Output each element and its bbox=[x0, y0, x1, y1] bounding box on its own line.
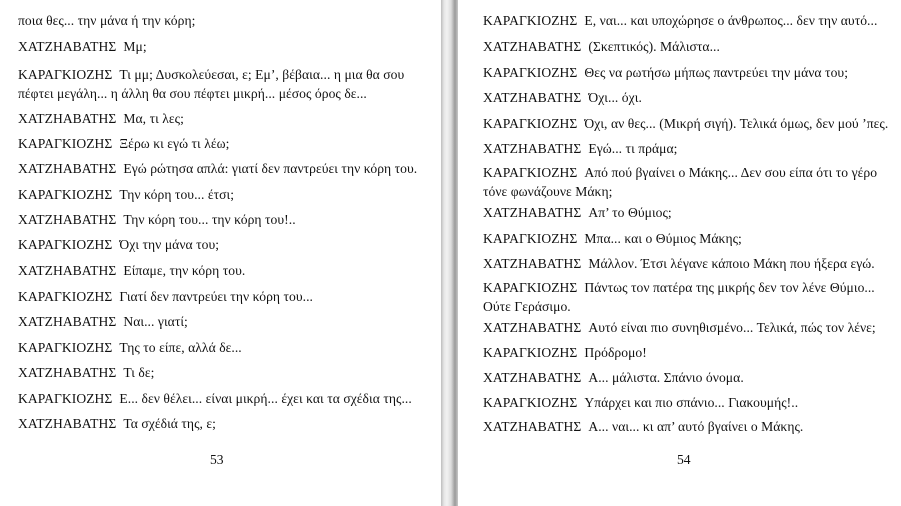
dialogue-line bbox=[483, 394, 798, 411]
dialogue-text: Τα σχέδιά της, ε; bbox=[123, 416, 216, 431]
dialogue-line bbox=[483, 12, 877, 29]
speaker-name: ΚΑΡΑΓΚΙΟΖΗΣ bbox=[18, 67, 113, 82]
dialogue-text: Πάντως τον πατέρα της μικρής δεν τον λένε Θύμιο... bbox=[584, 280, 875, 295]
dialogue-line bbox=[483, 255, 875, 272]
dialogue-text: Υπάρχει και πιο σπάνιο... Γιακουμής!.. bbox=[584, 395, 799, 410]
speaker-name: ΧΑΤΖΗΑΒΑΤΗΣ bbox=[483, 370, 582, 385]
speaker-name: ΚΑΡΑΓΚΙΟΖΗΣ bbox=[18, 187, 113, 202]
speaker-name: ΚΑΡΑΓΚΙΟΖΗΣ bbox=[483, 395, 578, 410]
dialogue-text: Γιατί δεν παντρεύει την κόρη του... bbox=[119, 289, 313, 304]
right-page bbox=[458, 0, 901, 506]
left-page bbox=[0, 0, 441, 506]
dialogue-line bbox=[18, 186, 234, 203]
right-page-number: 54 bbox=[677, 452, 691, 467]
dialogue-line bbox=[18, 12, 195, 29]
speaker-name: ΧΑΤΖΗΑΒΑΤΗΣ bbox=[18, 416, 117, 431]
dialogue-text: Τι μμ; Δυσκολεύεσαι, ε; Εμ’, βέβαια... η μια θα σου bbox=[119, 67, 405, 82]
dialogue-line bbox=[483, 319, 876, 336]
speaker-name: ΚΑΡΑΓΚΙΟΖΗΣ bbox=[483, 165, 578, 180]
speaker-name: ΧΑΤΖΗΑΒΑΤΗΣ bbox=[483, 205, 582, 220]
dialogue-text: Ξέρω κι εγώ τι λέω; bbox=[119, 136, 230, 151]
dialogue-line bbox=[483, 115, 888, 132]
dialogue-line bbox=[18, 135, 229, 152]
dialogue-text: Μάλλον. Έτσι λέγανε κάποιο Μάκη που ήξερα εγώ. bbox=[588, 256, 875, 271]
dialogue-text: Όχι... όχι. bbox=[588, 90, 642, 105]
dialogue-line bbox=[18, 415, 216, 432]
speaker-name: ΚΑΡΑΓΚΙΟΖΗΣ bbox=[483, 116, 578, 131]
speaker-name: ΧΑΤΖΗΑΒΑΤΗΣ bbox=[18, 365, 117, 380]
dialogue-text: Μα, τι λες; bbox=[123, 111, 184, 126]
dialogue-line bbox=[18, 66, 404, 83]
dialogue-text: Όχι την μάνα του; bbox=[119, 237, 220, 252]
dialogue-line bbox=[18, 339, 242, 356]
speaker-name: ΚΑΡΑΓΚΙΟΖΗΣ bbox=[483, 280, 578, 295]
speaker-name: ΧΑΤΖΗΑΒΑΤΗΣ bbox=[18, 161, 117, 176]
dialogue-line bbox=[18, 262, 245, 279]
speaker-name: ΚΑΡΑΓΚΙΟΖΗΣ bbox=[483, 345, 578, 360]
dialogue-line bbox=[483, 369, 744, 386]
speaker-name: ΚΑΡΑΓΚΙΟΖΗΣ bbox=[483, 231, 578, 246]
dialogue-line bbox=[483, 183, 612, 200]
dialogue-text: ποια θες... την μάνα ή την κόρη; bbox=[18, 13, 196, 28]
dialogue-text: Εγώ ρώτησα απλά: γιατί δεν παντρεύει την κόρη του. bbox=[123, 161, 418, 176]
speaker-name: ΧΑΤΖΗΑΒΑΤΗΣ bbox=[483, 39, 582, 54]
dialogue-text: Ε, ναι... και υποχώρησε ο άνθρωπος... δεν την αυτό... bbox=[584, 13, 878, 28]
dialogue-line bbox=[483, 279, 875, 296]
dialogue-line bbox=[483, 164, 877, 181]
dialogue-line bbox=[18, 390, 412, 407]
speaker-name: ΚΑΡΑΓΚΙΟΖΗΣ bbox=[483, 13, 578, 28]
dialogue-line bbox=[483, 230, 742, 247]
dialogue-line bbox=[483, 64, 848, 81]
dialogue-text: Εγώ... τι πράμα; bbox=[588, 141, 678, 156]
speaker-name: ΧΑΤΖΗΑΒΑΤΗΣ bbox=[483, 90, 582, 105]
dialogue-text: Ε... δεν θέλει... είναι μικρή... έχει και τα σχέδια της... bbox=[119, 391, 412, 406]
dialogue-text: Θες να ρωτήσω μήπως παντρεύει την μάνα του; bbox=[584, 65, 849, 80]
dialogue-line bbox=[483, 204, 672, 221]
dialogue-text: Τι δε; bbox=[123, 365, 155, 380]
dialogue-text: Μπα... και ο Θύμιος Μάκης; bbox=[584, 231, 742, 246]
dialogue-line bbox=[483, 38, 720, 55]
dialogue-line bbox=[18, 211, 296, 228]
dialogue-text: Αυτό είναι πιο συνηθισμένο... Τελικά, πώς τον λένε; bbox=[588, 320, 876, 335]
left-page-number: 53 bbox=[210, 452, 224, 467]
dialogue-line bbox=[18, 364, 154, 381]
dialogue-text: Α... μάλιστα. Σπάνιο όνομα. bbox=[588, 370, 744, 385]
dialogue-line bbox=[18, 236, 219, 253]
speaker-name: ΧΑΤΖΗΑΒΑΤΗΣ bbox=[18, 263, 117, 278]
dialogue-line bbox=[18, 288, 313, 305]
dialogue-text: Από πού βγαίνει ο Μάκης... Δεν σου είπα ότι το γέρο bbox=[584, 165, 878, 180]
speaker-name: ΧΑΤΖΗΑΒΑΤΗΣ bbox=[483, 256, 582, 271]
dialogue-line bbox=[483, 140, 678, 157]
speaker-name: ΚΑΡΑΓΚΙΟΖΗΣ bbox=[18, 289, 113, 304]
dialogue-line bbox=[483, 418, 803, 435]
dialogue-text: Ναι... γιατί; bbox=[123, 314, 188, 329]
speaker-name: ΚΑΡΑΓΚΙΟΖΗΣ bbox=[483, 65, 578, 80]
speaker-name: ΧΑΤΖΗΑΒΑΤΗΣ bbox=[483, 141, 582, 156]
dialogue-line bbox=[483, 89, 642, 106]
dialogue-text: Την κόρη του... την κόρη του!.. bbox=[123, 212, 296, 227]
speaker-name: ΧΑΤΖΗΑΒΑΤΗΣ bbox=[18, 111, 117, 126]
dialogue-text: Είπαμε, την κόρη του. bbox=[123, 263, 246, 278]
speaker-name: ΧΑΤΖΗΑΒΑΤΗΣ bbox=[18, 39, 117, 54]
speaker-name: ΚΑΡΑΓΚΙΟΖΗΣ bbox=[18, 340, 113, 355]
dialogue-text: πέφτει μεγάλη... η άλλη θα σου πέφτει μικρή... μέσος όρος δε... bbox=[18, 86, 367, 101]
speaker-name: ΧΑΤΖΗΑΒΑΤΗΣ bbox=[483, 419, 582, 434]
speaker-name: ΧΑΤΖΗΑΒΑΤΗΣ bbox=[18, 212, 117, 227]
speaker-name: ΚΑΡΑΓΚΙΟΖΗΣ bbox=[18, 237, 113, 252]
dialogue-line bbox=[483, 298, 571, 315]
speaker-name: ΧΑΤΖΗΑΒΑΤΗΣ bbox=[483, 320, 582, 335]
dialogue-text: Μμ; bbox=[123, 39, 147, 54]
speaker-name: ΚΑΡΑΓΚΙΟΖΗΣ bbox=[18, 136, 113, 151]
dialogue-text: Της το είπε, αλλά δε... bbox=[119, 340, 242, 355]
dialogue-line bbox=[18, 85, 367, 102]
speaker-name: ΧΑΤΖΗΑΒΑΤΗΣ bbox=[18, 314, 117, 329]
dialogue-text: Πρόδρομο! bbox=[584, 345, 647, 360]
dialogue-text: Α... ναι... κι απ’ αυτό βγαίνει ο Μάκης. bbox=[588, 419, 804, 434]
dialogue-line bbox=[18, 38, 147, 55]
book-gutter bbox=[441, 0, 458, 506]
dialogue-text: Ούτε Γεράσιμο. bbox=[483, 299, 571, 314]
dialogue-text: τόνε φωνάζουνε Μάκη; bbox=[483, 184, 613, 199]
dialogue-text: Την κόρη του... έτσι; bbox=[119, 187, 235, 202]
dialogue-line bbox=[483, 344, 647, 361]
dialogue-text: Απ’ το Θύμιος; bbox=[588, 205, 672, 220]
dialogue-line bbox=[18, 160, 417, 177]
dialogue-line bbox=[18, 110, 184, 127]
dialogue-text: Όχι, αν θες... (Μικρή σιγή). Τελικά όμως, δεν μού ’πες. bbox=[584, 116, 889, 131]
dialogue-line bbox=[18, 313, 188, 330]
speaker-name: ΚΑΡΑΓΚΙΟΖΗΣ bbox=[18, 391, 113, 406]
dialogue-text: (Σκεπτικός). Μάλιστα... bbox=[588, 39, 720, 54]
